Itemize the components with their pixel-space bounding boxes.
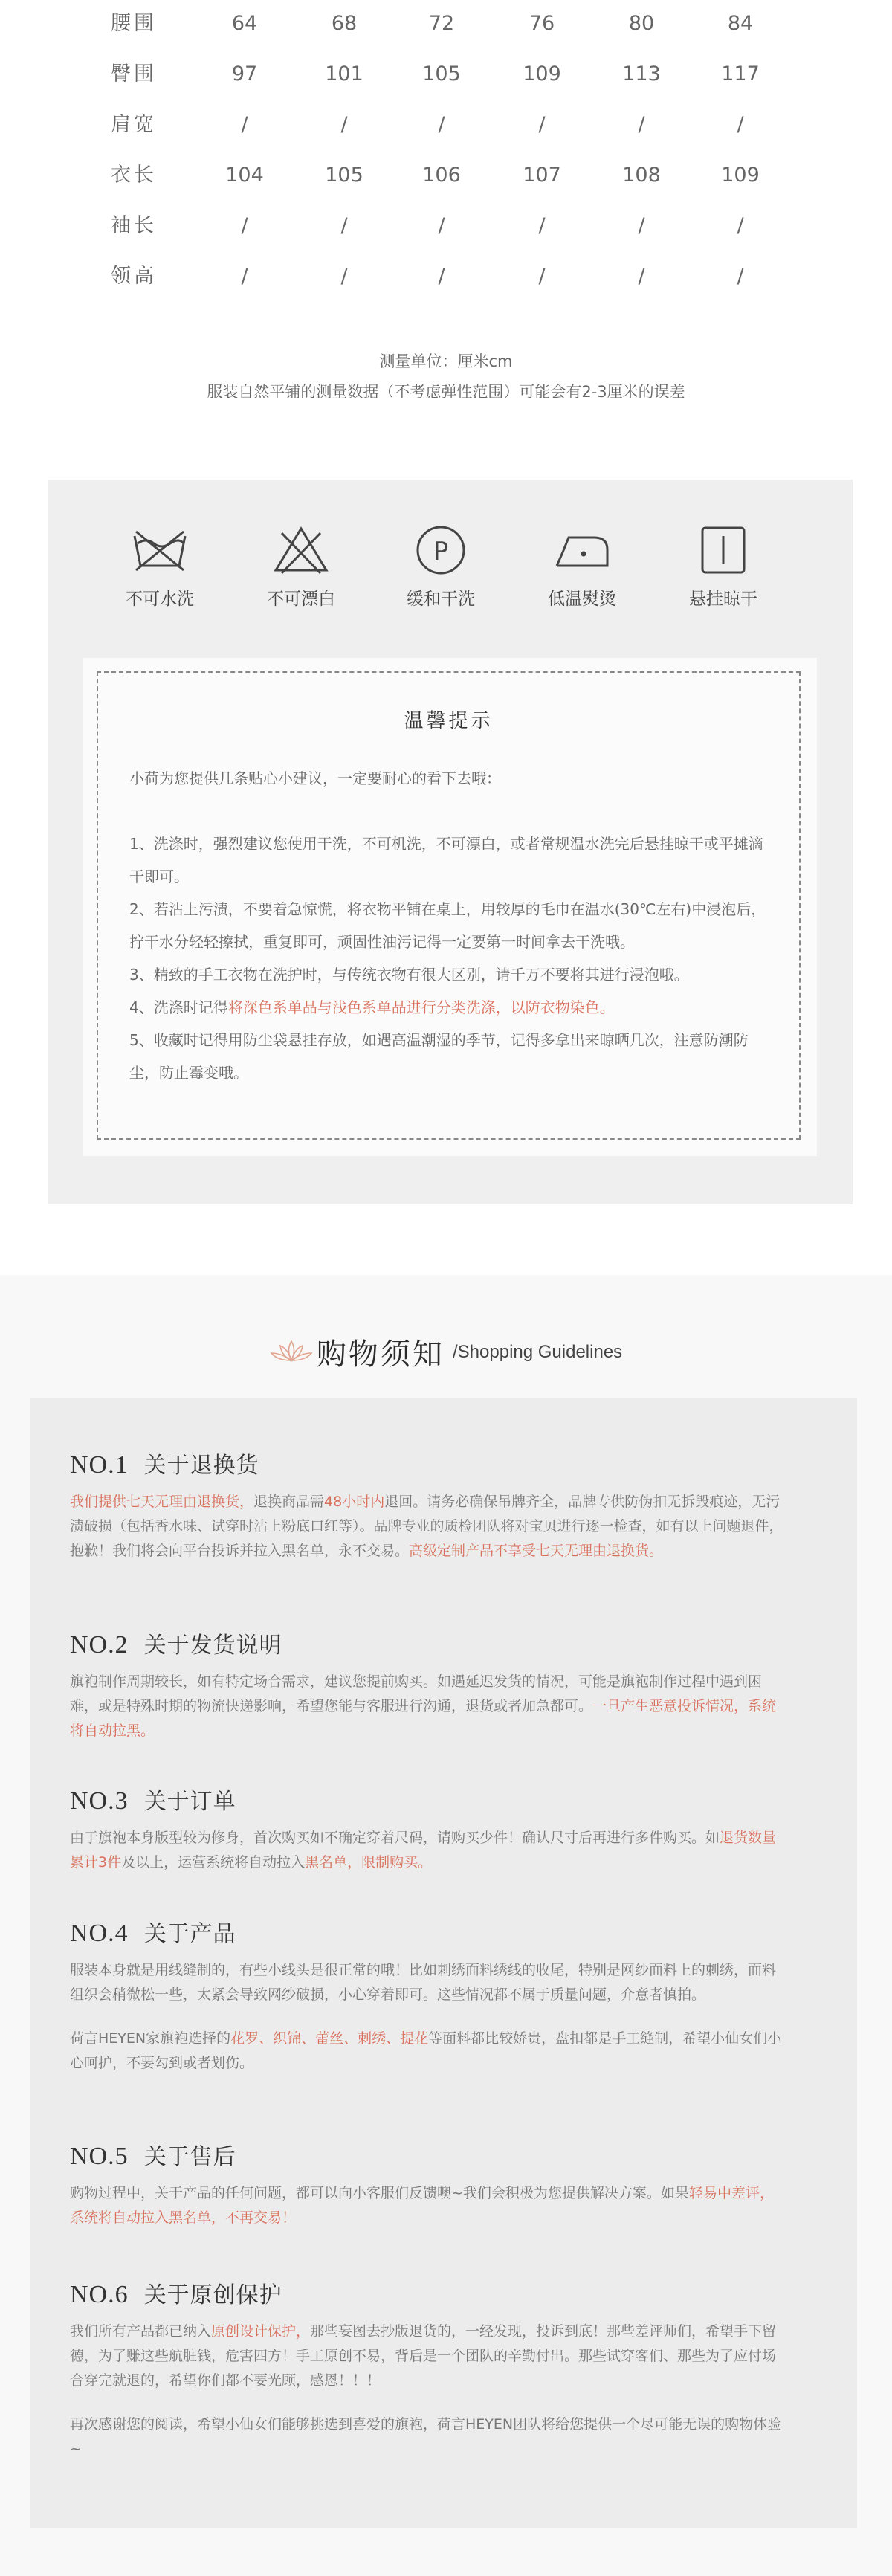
care-item-no-bleach	[245, 524, 357, 610]
size-cell: /	[241, 113, 248, 136]
size-cell: 108	[622, 164, 661, 187]
care-item-low-iron	[526, 524, 638, 610]
guideline-section-number: NO.4	[70, 1920, 129, 1947]
size-cell: 109	[721, 164, 760, 187]
guidelines-title-en: /Shopping Guidelines	[453, 1341, 623, 1362]
warm-tip-item	[129, 893, 776, 958]
no-wash-icon	[104, 524, 216, 576]
guideline-highlight: 一旦产生恶意投诉情况，系统将自动拉黑。	[70, 1698, 777, 1739]
size-cell: /	[638, 214, 645, 237]
warm-tip-text: 4、洗涤时记得	[129, 998, 228, 1016]
size-cell: /	[438, 265, 445, 288]
guideline-section-body	[70, 1670, 783, 1743]
warm-tip-item	[129, 991, 776, 1024]
care-instructions-panel	[48, 480, 853, 1204]
guideline-section-heading: 关于订单	[143, 1789, 236, 1815]
guideline-section-body	[70, 2181, 783, 2230]
guideline-section	[70, 2276, 783, 2462]
guideline-section-number: NO.3	[70, 1787, 129, 1815]
guideline-paragraph	[70, 2412, 783, 2462]
guideline-section-title	[70, 1783, 783, 1818]
guideline-text: 购物过程中，关于产品的任何问题，都可以向小客服们反馈噢~我们会积极为您提供解决方案。如果	[70, 2185, 689, 2201]
size-cell: 105	[325, 164, 363, 187]
care-label-no-bleach: 不可漂白	[267, 590, 335, 609]
guideline-text: 我们所有产品都已纳入	[70, 2323, 212, 2340]
guideline-section-heading: 关于原创保护	[143, 2282, 282, 2308]
size-cell: /	[340, 214, 348, 237]
care-item-dry-clean	[385, 524, 497, 610]
guidelines-header	[0, 1331, 892, 1375]
warm-tip-item	[129, 1024, 776, 1089]
size-row-label: 腰围	[111, 12, 157, 35]
care-label-low-iron: 低温熨烫	[548, 590, 616, 609]
guidelines-title-cn: 购物须知	[316, 1337, 445, 1372]
size-cell: 80	[628, 12, 655, 35]
guideline-text: 服装本身就是用线缝制的，有些小线头是很正常的哦！比如刺绣面料绣线的收尾，特别是网纱面料上的刺绣，面料组织会稍微松一些，太紧会导致网纱破损，小心穿着即可。这些情况都不属于质量问题，介意者慎拍。	[70, 1962, 777, 2003]
guideline-section	[70, 2138, 783, 2230]
guideline-section-number: NO.6	[70, 2281, 129, 2308]
size-cell: 106	[422, 164, 461, 187]
size-row-label: 袖长	[111, 214, 157, 237]
size-cell: 113	[622, 62, 661, 85]
guideline-paragraph	[70, 2027, 783, 2076]
guideline-section-title	[70, 1915, 783, 1951]
size-cell: 107	[523, 164, 561, 187]
size-cell: 64	[231, 12, 258, 35]
size-table-row	[0, 0, 892, 49]
guideline-highlight: 高级定制产品不享受七天无理由退换货。	[409, 1543, 664, 1559]
guideline-text: 退回。请务必确保吊牌齐全，品牌专供防伪扣无拆毁痕迹，无污渍破损（包括香水味、试穿时沾上粉底口红等）。品牌专业的质检团队将对宝贝进行逐一检查，如有以上问题退件，抱歉！我们将会向平台投诉并拉入黑名单，永不交易。	[70, 1494, 783, 1559]
size-cell: /	[538, 214, 546, 237]
guideline-section-number: NO.2	[70, 1631, 129, 1659]
warm-tip-text: 1、洗涤时，强烈建议您使用干洗，不可机洗，不可漂白，或者常规温水洗完后悬挂晾干或平摊滴干即可。	[129, 835, 763, 885]
size-cell: 97	[231, 62, 258, 85]
guideline-section-heading: 关于退换货	[143, 1453, 259, 1479]
size-cell: 84	[727, 12, 754, 35]
guideline-section-title	[70, 2276, 783, 2312]
guideline-section-heading: 关于售后	[143, 2144, 236, 2170]
size-cell: /	[438, 214, 445, 237]
guideline-text: 及以上，运营系统将自动拉入	[121, 1854, 306, 1870]
guideline-paragraph	[70, 1958, 783, 2007]
no-bleach-icon	[245, 524, 357, 576]
guideline-text: 再次感谢您的阅读，希望小仙女们能够挑选到喜爱的旗袍，荷言HEYEN团队将给您提供一个尽可能无误的购物体验~	[70, 2416, 782, 2457]
size-cell: /	[638, 265, 645, 288]
guideline-text: 荷言HEYEN家旗袍选择的	[70, 2030, 231, 2047]
size-cell: 68	[331, 12, 358, 35]
care-item-hang-dry	[668, 524, 779, 610]
warm-tips-border	[97, 671, 801, 1140]
guideline-text: 由于旗袍本身版型较为修身，首次购买如不确定穿着尺码，请购买少件！确认尺寸后再进行多件购买。如	[70, 1830, 720, 1846]
guideline-highlight: 退货数量累计3件	[70, 1830, 777, 1870]
size-table-row	[0, 251, 892, 302]
guideline-text: 等面料都比较娇贵，盘扣都是手工缝制，希望小仙女们小心呵护，不要勾到或者划伤。	[70, 2030, 782, 2071]
guideline-paragraph	[70, 2181, 783, 2230]
guideline-highlight: 黑名单，限制购买。	[305, 1854, 433, 1870]
guideline-section	[70, 1783, 783, 1875]
guideline-section-title	[70, 1627, 783, 1662]
guideline-paragraph	[70, 1826, 783, 1875]
measurement-error-note: 服装自然平铺的测量数据（不考虑弹性范围）可能会有2-3厘米的误差	[207, 383, 685, 401]
warm-tip-highlight: 将深色系单品与浅色系单品进行分类洗涤，以防衣物染色。	[227, 998, 615, 1016]
size-table-row	[0, 100, 892, 150]
guideline-paragraph	[70, 1670, 783, 1743]
guideline-section-heading: 关于发货说明	[143, 1633, 282, 1659]
guideline-text: 那些妄图去抄版退货的，一经发现，投诉到底！那些差评师们，希望手下留德，为了赚这些航脏钱，危害四方！手工原创不易，背后是一个团队的辛勤付出。那些试穿客们、那些为了应付场合穿完就退的，希望你们都不要光顾，感恩！！！	[70, 2323, 777, 2389]
dry-clean-p-icon	[385, 524, 497, 576]
size-cell: /	[241, 265, 248, 288]
warm-tip-text: 3、精致的手工衣物在洗护时，与传统衣物有很大区别，请千万不要将其进行浸泡哦。	[129, 966, 689, 984]
guideline-section-number: NO.1	[70, 1451, 129, 1479]
guideline-section-number: NO.5	[70, 2143, 129, 2170]
warm-tips-intro: 小荷为您提供几条贴心小建议，一定要耐心的看下去哦：	[129, 769, 501, 787]
size-cell: /	[737, 113, 744, 136]
warm-tip-item	[129, 827, 776, 893]
size-cell: /	[438, 113, 445, 136]
guideline-text: 退换商品需	[253, 1494, 325, 1510]
warm-tip-text: 5、收藏时记得用防尘袋悬挂存放，如遇高温潮湿的季节，记得多拿出来晾晒几次，注意防潮防尘，防止霉变哦。	[129, 1031, 749, 1082]
care-label-hang-dry: 悬挂晾干	[689, 590, 757, 609]
size-row-label: 领高	[111, 265, 157, 288]
guideline-paragraph	[70, 2320, 783, 2393]
size-cell: /	[737, 214, 744, 237]
size-cell: 105	[422, 62, 461, 85]
guideline-highlight: 轻易中差评，系统将自动拉入黑名单，不再交易！	[70, 2185, 774, 2226]
size-cell: /	[538, 265, 546, 288]
size-cell: 76	[529, 12, 555, 35]
size-cell: 101	[325, 62, 363, 85]
size-table-row	[0, 49, 892, 100]
lotus-icon	[270, 1338, 313, 1366]
guideline-text: 旗袍制作周期较长，如有特定场合需求，建议您提前购买。如遇延迟发货的情况，可能是旗袍制作过程中遇到困难，或是特殊时期的物流快递影响，希望您能与客服进行沟通，退货或者加急都可。	[70, 1673, 763, 1714]
size-cell: 109	[523, 62, 561, 85]
svg-text:P: P	[433, 537, 449, 566]
guideline-section-body	[70, 1490, 783, 1563]
size-row-label: 肩宽	[111, 113, 157, 136]
guideline-paragraph	[70, 1490, 783, 1563]
unit-note: 测量单位：厘米cm	[379, 352, 513, 370]
warm-tips-title: 温馨提示	[404, 710, 494, 732]
size-cell: /	[340, 265, 348, 288]
guideline-section	[70, 1915, 783, 2076]
size-cell: 72	[428, 12, 455, 35]
warm-tip-item	[129, 958, 776, 991]
low-iron-icon	[526, 524, 638, 576]
guideline-section-body	[70, 1958, 783, 2076]
size-table-row	[0, 201, 892, 251]
hang-dry-icon	[668, 524, 779, 576]
warm-tip-text: 2、若沾上污渍，不要着急惊慌，将衣物平铺在桌上，用较厚的毛巾在温水(30℃左右)中浸泡后，拧干水分轻轻擦拭，重复即可，顽固性油污记得一定要第一时间拿去干洗哦。	[129, 900, 766, 951]
size-row-label: 臀围	[111, 62, 157, 85]
size-cell: /	[340, 113, 348, 136]
guideline-highlight: 花罗、织锦、蕾丝、刺绣、提花	[230, 2030, 429, 2047]
size-cell: /	[737, 265, 744, 288]
size-cell: 117	[721, 62, 760, 85]
guideline-section-title	[70, 2138, 783, 2174]
size-cell: 104	[225, 164, 264, 187]
warm-tips-list	[129, 827, 776, 1089]
guideline-section-title	[70, 1447, 783, 1482]
guideline-section-heading: 关于产品	[143, 1921, 236, 1947]
guideline-highlight: 原创设计保护，	[211, 2323, 311, 2340]
care-label-dry-clean: 缓和干洗	[407, 590, 475, 609]
care-item-no-wash	[104, 524, 216, 610]
care-label-no-wash: 不可水洗	[126, 590, 194, 609]
guideline-section-body	[70, 2320, 783, 2462]
guideline-section	[70, 1447, 783, 1563]
size-cell: /	[638, 113, 645, 136]
guideline-section-body	[70, 1826, 783, 1875]
size-row-label: 衣长	[111, 164, 157, 187]
warm-tips-box	[83, 658, 817, 1156]
guideline-highlight: 48小时内	[324, 1494, 385, 1510]
size-cell: /	[241, 214, 248, 237]
guideline-section	[70, 1627, 783, 1743]
size-cell: /	[538, 113, 546, 136]
guideline-highlight: 我们提供七天无理由退换货，	[70, 1494, 254, 1510]
size-table-row	[0, 150, 892, 201]
